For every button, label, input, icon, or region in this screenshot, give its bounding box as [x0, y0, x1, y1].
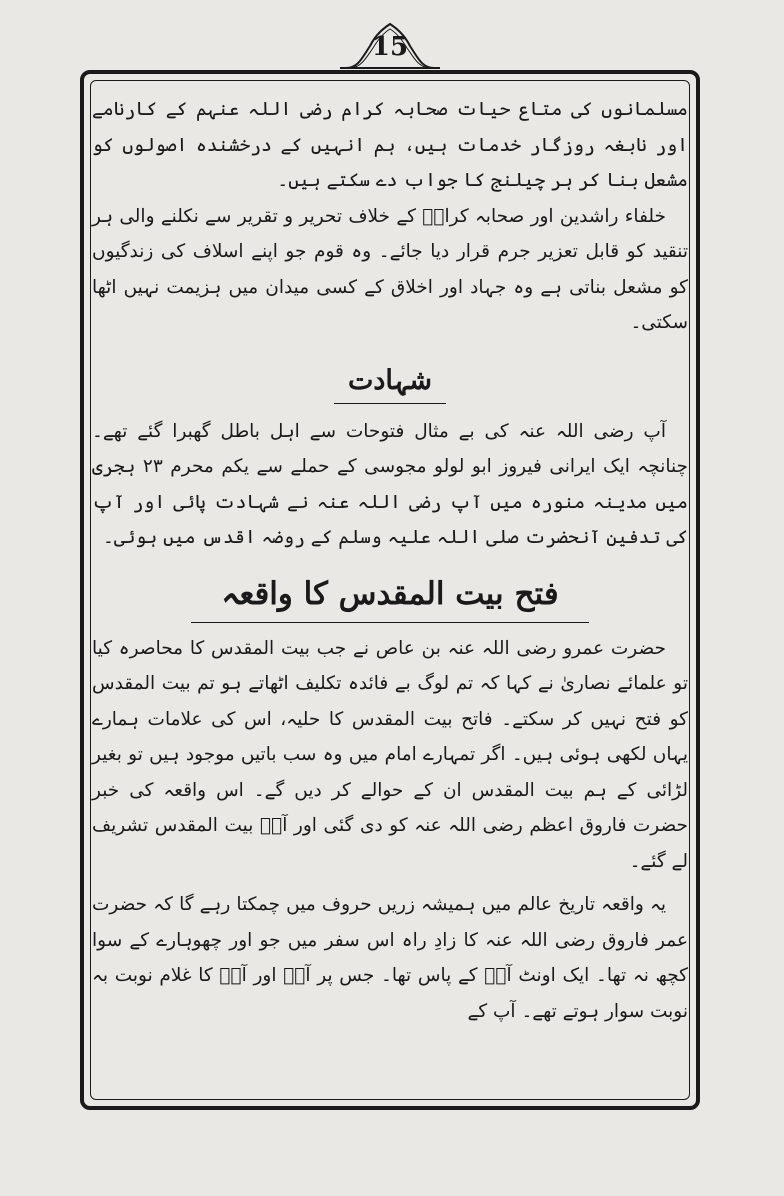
paragraph-journey-provisions: یہ واقعہ تاریخ عالم میں ہمیشہ زریں حروف میں چمکتا رہے گا کہ حضرت عمر فاروق رضی اللہ عنہ کا زادِ راہ اس سفر میں جو اور چھوہارے کے سوا کچھ نہ تھا۔ ایک اونٹ آپؓ کے پاس تھا۔ جس پر آپؓ اور آپؓ کا غلام نوبت بہ نوبت سوار ہوتے تھے۔ آپ کے	[92, 894, 688, 1022]
heading-jerusalem-wrap	[92, 572, 688, 623]
heading-fath-bait-ul-muqaddas: فتح بیت المقدس کا واقعہ	[191, 572, 588, 623]
page-number: 15	[371, 32, 409, 62]
page-content	[92, 92, 688, 1102]
page-number-badge	[340, 18, 440, 72]
paragraph-sahaba-legacy: مسلمانوں کی متاع حیات صحابہ کرام رضی اللہ عنہم کے کارنامے اور نابغہ روزگار خدمات ہیں، ہم انہیں کے درخشندہ اصولوں کو مشعل بنا کر ہر چیلنج کا جواب دے سکتے ہیں۔	[92, 99, 688, 191]
paragraph-criticism-law: خلفاء راشدین اور صحابہ کرامؓ کے خلاف تحریر و تقریر سے نکلنے والی ہر تنقید کو قابل تعزیر جرم قرار دیا جائے۔ وہ قوم جو اپنے اسلاف کی زندگیوں کو مشعل بناتی ہے وہ جہاد اور اخلاق کے کسی میدان میں ہزیمت نہیں اٹھا سکتی۔	[92, 205, 688, 333]
paragraph-jerusalem-siege: حضرت عمرو رضی اللہ عنہ بن عاص نے جب بیت المقدس کا محاصرہ کیا تو علمائے نصاریٰ نے کہا کہ تم لوگ بے فائدہ تکلیف اٹھاتے ہو تم بیت المقدس کو فتح نہیں کر سکتے۔ فاتح بیت المقدس کا حلیہ، اس کی علامات ہمارے یہاں لکھی ہوئی ہیں۔ اگر تمہارے امام میں وہ سب باتیں موجود ہیں تو بغیر لڑائی کے ہم بیت المقدس ان کے حوالے کر دیں گے۔ اس واقعہ کی خبر حضرت فاروق اعظم رضی اللہ عنہ کو دی گئی اور آپؓ بیت المقدس تشریف لے گئے۔	[92, 637, 688, 872]
paragraph-martyrdom: آپ رضی اللہ عنہ کی بے مثال فتوحات سے اہل باطل گھبرا گئے تھے۔ چنانچہ ایک ایرانی فیروز ابو لولو مجوسی کے حملے سے یکم محرم ۲۳ ہجری میں مدینہ منورہ میں آپ رضی اللہ عنہ نے شہادت پائی اور آپ کی تدفین آنحضرت صلی اللہ علیہ وسلم کے روضہ اقدس میں ہوئی۔	[92, 420, 688, 548]
heading-shahadat: شہادت	[334, 363, 446, 404]
heading-shahadat-wrap	[92, 363, 688, 404]
